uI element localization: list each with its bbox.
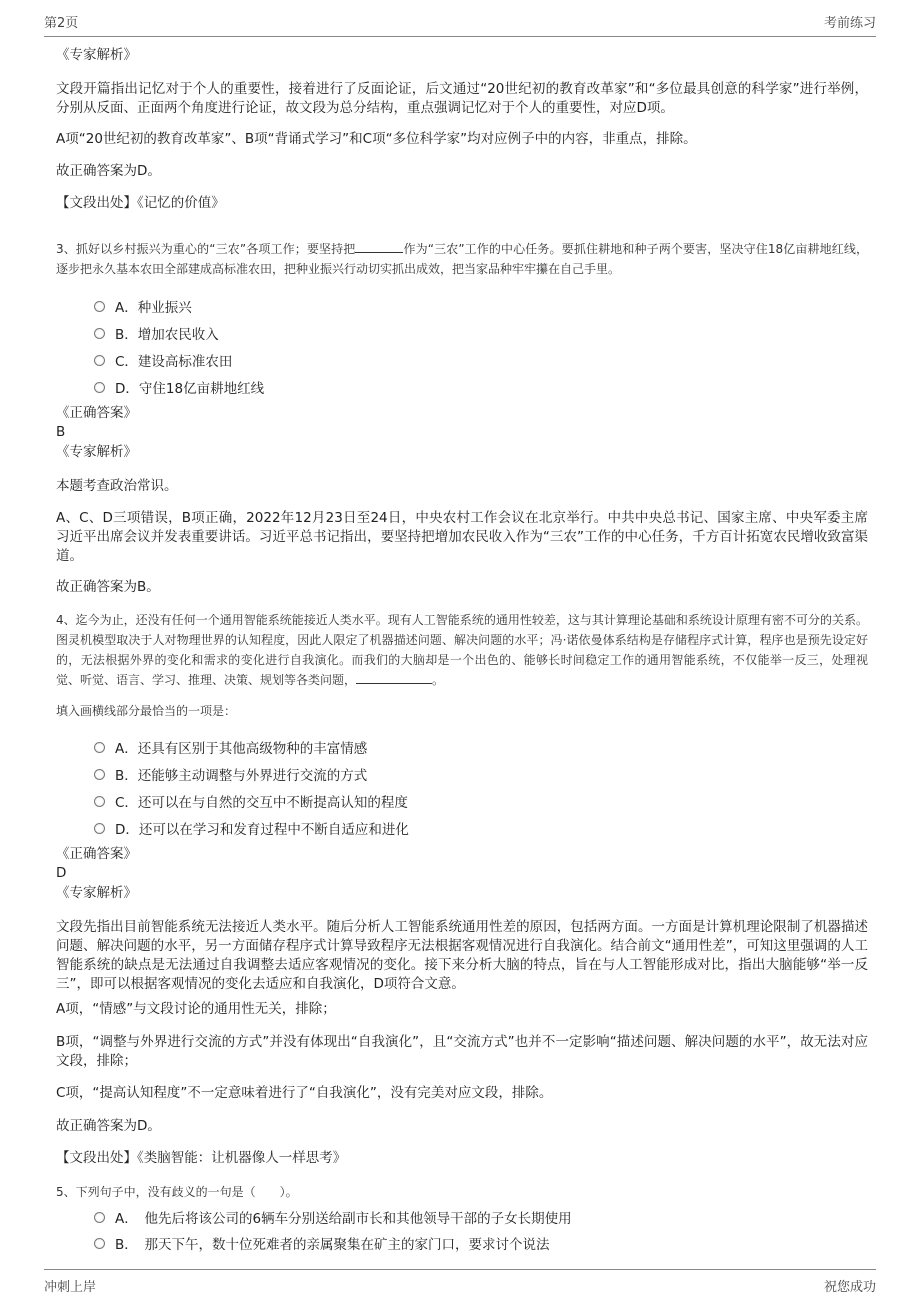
option-b[interactable]: B．还能够主动调整与外界进行交流的方式	[94, 764, 367, 784]
radio-icon[interactable]	[94, 355, 105, 366]
option-b[interactable]: B．增加农民收入	[94, 323, 219, 343]
analysis-label: 《专家解析》	[56, 444, 137, 460]
analysis-paragraph: 本题考查政治常识。	[56, 478, 178, 494]
option-c[interactable]: C．建设高标准农田	[94, 350, 232, 370]
analysis-paragraph: C项，“提高认知程度”不一定意味着进行了“自我演化”，没有完美对应文段，排除。	[56, 1085, 553, 1101]
answer-statement: 故正确答案为D。	[56, 1118, 161, 1134]
option-a[interactable]: A．种业振兴	[94, 296, 192, 316]
radio-icon[interactable]	[94, 1238, 105, 1249]
analysis-label: 《专家解析》	[56, 47, 137, 63]
answer-statement: 故正确答案为D。	[56, 163, 161, 179]
source-citation: 【文段出处】《记忆的价值》	[56, 195, 225, 211]
footer-right: 祝您成功	[823, 1279, 876, 1295]
question-prompt: 填入画横线部分最恰当的一项是：	[56, 704, 237, 718]
radio-icon[interactable]	[94, 1212, 105, 1223]
radio-icon[interactable]	[94, 823, 105, 834]
question-stem: 3、抓好以乡村振兴为重心的“三农”各项工作；要坚持把 作为“三农”工作的中心任务。要抓住耕地和种子两个要害，坚决守住18亿亩耕地红线，逐步把永久基本农田全部建成高标准农田，把种业振兴行动切实抓出成效，把当家品种牢牢攥在自己手里。	[56, 242, 868, 276]
option-a[interactable]: A．还具有区别于其他高级物种的丰富情感	[94, 737, 367, 757]
radio-icon[interactable]	[94, 382, 105, 393]
radio-icon[interactable]	[94, 328, 105, 339]
option-b[interactable]: B． 那天下午，数十位死难者的亲属聚集在矿主的家门口，要求讨个说法	[94, 1233, 550, 1253]
analysis-paragraph: A、C、D三项错误，B项正确，2022年12月23日至24日，中央农村工作会议在北京举行。中共中央总书记、国家主席、中央军委主席习近平出席会议并发表重要讲话。习近平总书记指出，要坚持把增加农民收入作为“三农”工作的中心任务，千方百计拓宽农民增收致富渠道。	[56, 510, 868, 564]
option-d[interactable]: D．还可以在学习和发育过程中不断自适应和进化	[94, 818, 409, 838]
page-footer	[44, 1269, 876, 1296]
radio-icon[interactable]	[94, 301, 105, 312]
analysis-label: 《专家解析》	[56, 885, 137, 901]
footer-left: 冲刺上岸	[44, 1279, 97, 1295]
radio-icon[interactable]	[94, 742, 105, 753]
analysis-paragraph: B项，“调整与外界进行交流的方式”并没有体现出“自我演化”，且“交流方式”也并不一定影响“描述问题、解决问题的水平”，故无法对应文段，排除；	[56, 1034, 868, 1069]
analysis-paragraph: 文段先指出目前智能系统无法接近人类水平。随后分析人工智能系统通用性差的原因，包括两方面。一方面是计算机理论限制了机器描述问题、解决问题的水平，另一方面储存程序式计算导致程序无法根据客观情况进行自我演化。结合前文“通用性差”，可知这里强调的人工智能系统的缺点是无法通过自我调整去适应客观情况的变化。接下来分析大脑的特点，旨在与人工智能形成对比，指出大脑能够“举一反三”，即可以根据客观情况的变化去适应和自我演化，D项符合文意。	[56, 919, 868, 992]
radio-icon[interactable]	[94, 769, 105, 780]
answer-value: B	[56, 424, 66, 440]
option-a[interactable]: A． 他先后将该公司的6辆车分别送给副市长和其他领导干部的子女长期使用	[94, 1207, 572, 1227]
radio-icon[interactable]	[94, 796, 105, 807]
blank-line	[356, 671, 432, 684]
option-d[interactable]: D．守住18亿亩耕地红线	[94, 377, 264, 397]
question-stem: 5、下列句子中，没有歧义的一句是（ ）。	[56, 1185, 298, 1199]
page-header	[44, 10, 876, 37]
answer-label: 《正确答案》	[56, 405, 137, 421]
question-stem: 4、迄今为止，还没有任何一个通用智能系统能接近人类水平。现有人工智能系统的通用性较差，这与其计算理论基础和系统设计原理有密不可分的关系。图灵机模型取决于人对物理世界的认知程度，因此人限定了机器描述问题、解决问题的水平；冯·诺依曼体系结构是存储程序式计算，程序也是预先设定好的，无法根据外界的变化和需求的变化进行自我演化。而我们的大脑却是一个出色的、能够长时间稳定工作的通用智能系统，不仅能举一反三，处理视觉、听觉、语言、学习、推理、决策、规划等各类问题， 。	[56, 613, 868, 687]
analysis-paragraph: A项，“情感”与文段讨论的通用性无关，排除；	[56, 1001, 336, 1017]
answer-statement: 故正确答案为B。	[56, 579, 160, 595]
blank-line	[355, 240, 403, 253]
source-citation: 【文段出处】《类脑智能：让机器像人一样思考》	[56, 1150, 347, 1166]
analysis-paragraph: 文段开篇指出记忆对于个人的重要性，接着进行了反面论证，后文通过“20世纪初的教育改革家”和“多位最具创意的科学家”进行举例，分别从反面、正面两个角度进行论证，故文段为总分结构，重点强调记忆对于个人的重要性，对应D项。	[56, 81, 868, 116]
answer-label: 《正确答案》	[56, 846, 137, 862]
page-number: 第2页	[44, 15, 79, 31]
header-title: 考前练习	[823, 15, 876, 31]
analysis-paragraph: A项“20世纪初的教育改革家”、B项“背诵式学习”和C项“多位科学家”均对应例子中的内容，非重点，排除。	[56, 131, 697, 147]
answer-value: D	[56, 865, 67, 881]
option-c[interactable]: C．还可以在与自然的交互中不断提高认知的程度	[94, 791, 408, 811]
